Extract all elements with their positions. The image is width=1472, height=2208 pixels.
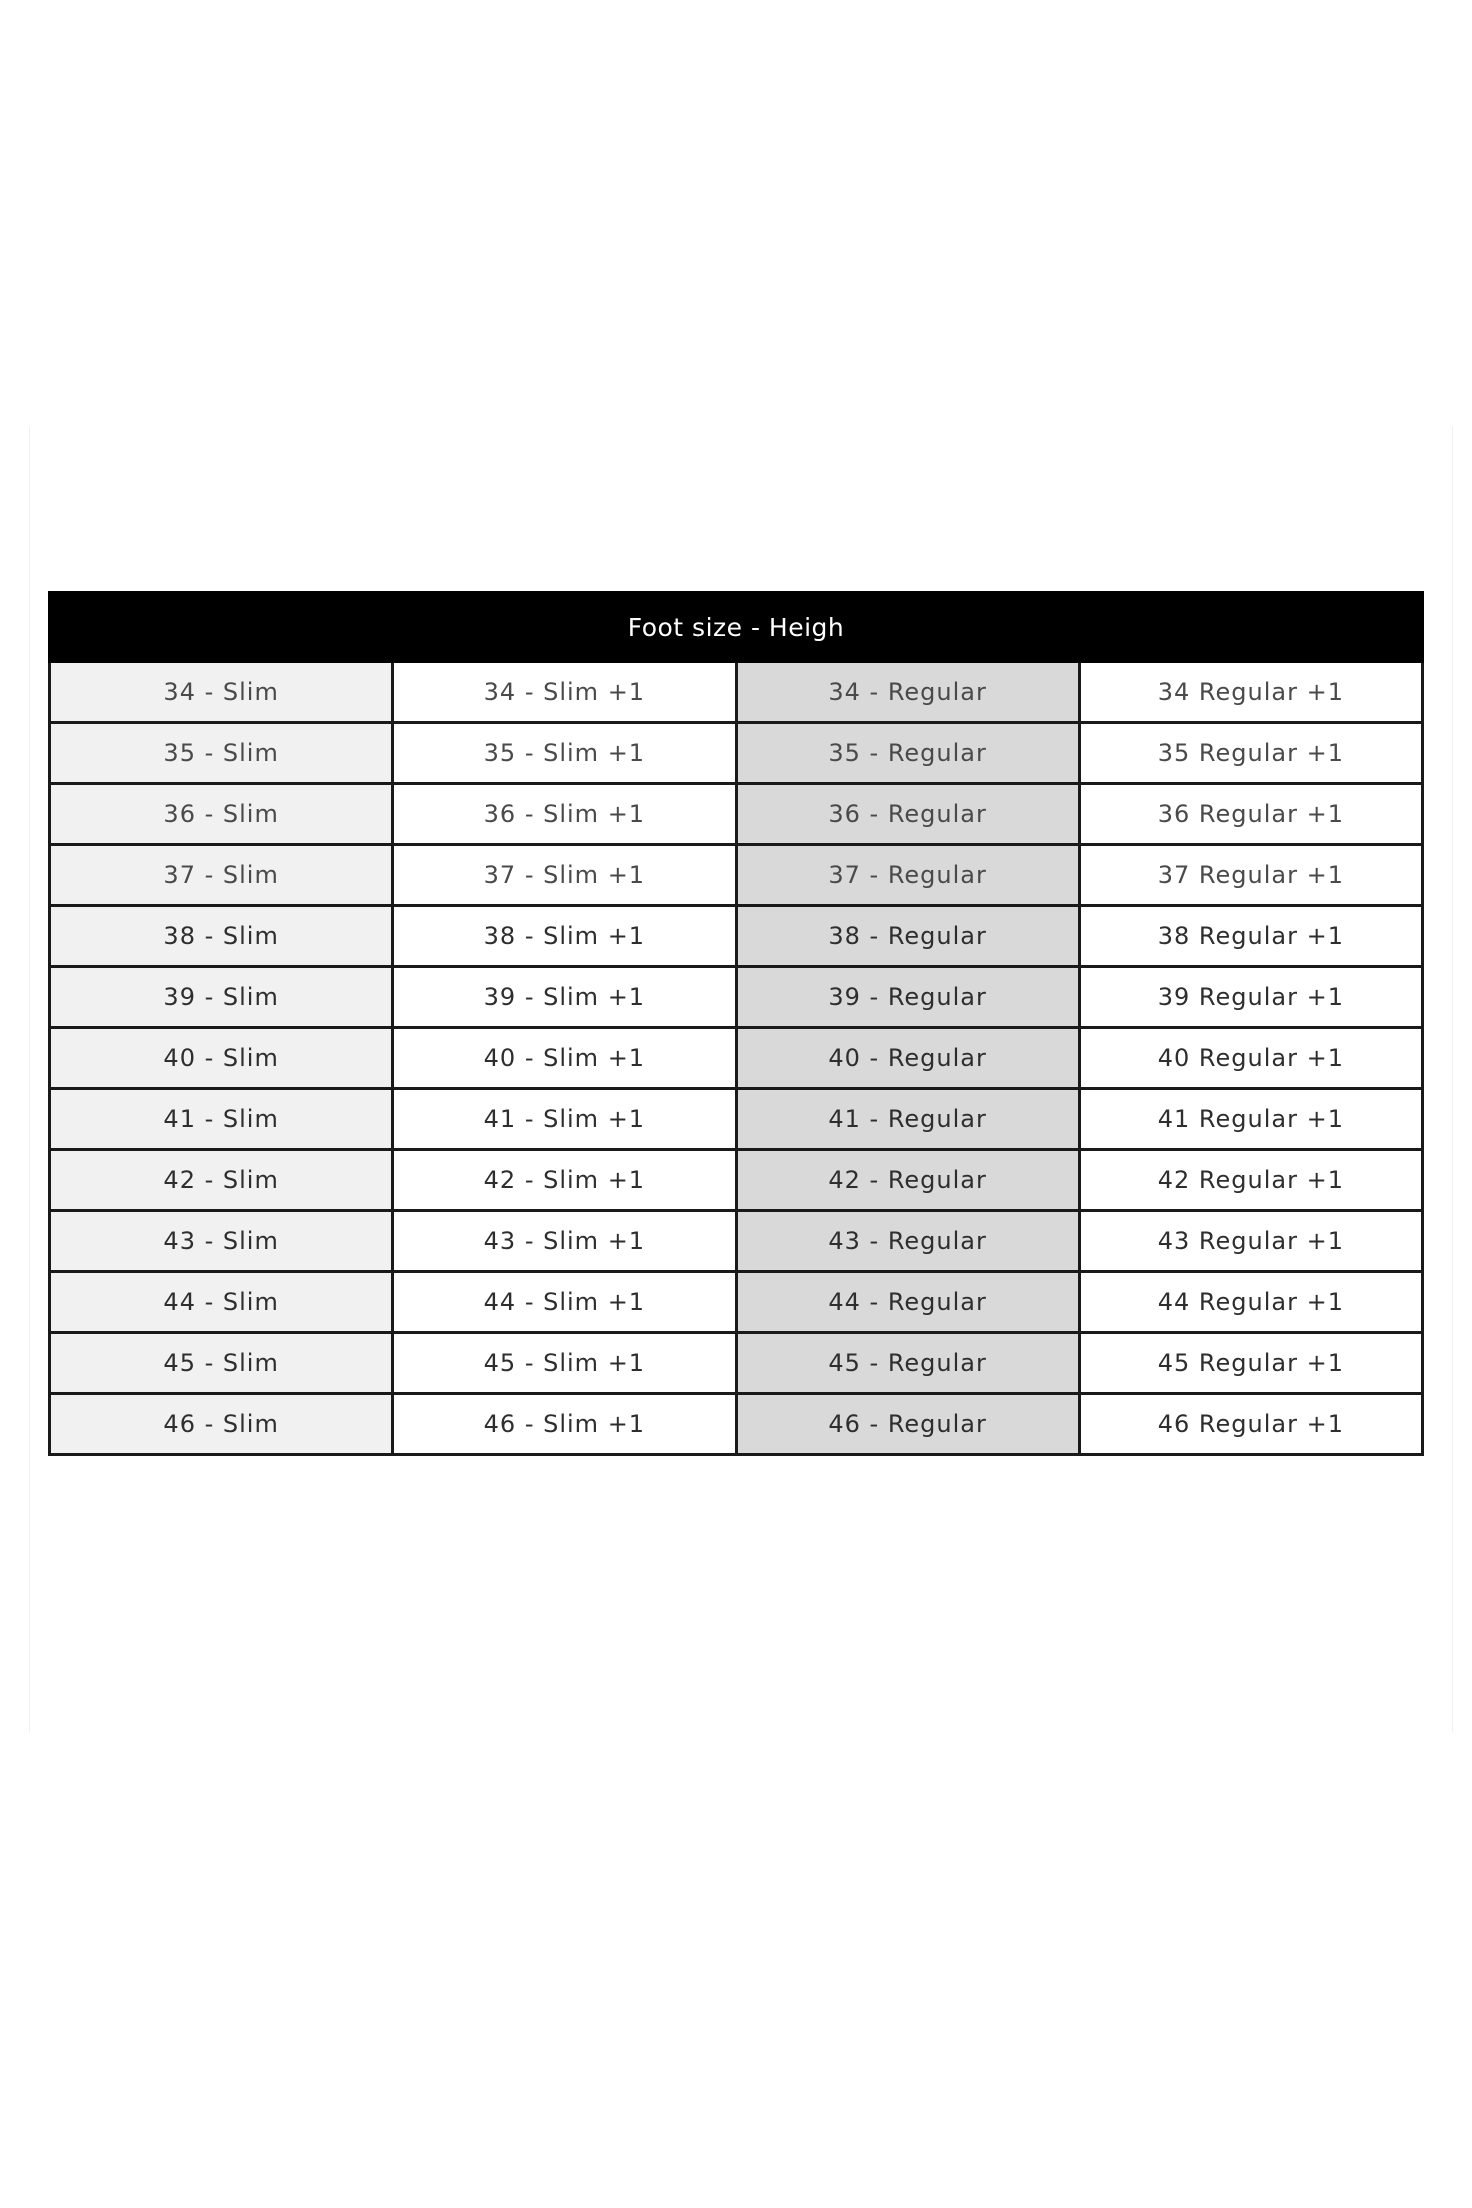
regular-plus-cell: 35 Regular +1 <box>1079 723 1422 784</box>
slim-plus-cell: 41 - Slim +1 <box>393 1089 736 1150</box>
regular-cell: 38 - Regular <box>736 906 1079 967</box>
table-row <box>50 1028 1423 1089</box>
table-body <box>50 662 1423 1455</box>
slim-cell: 41 - Slim <box>50 1089 393 1150</box>
slim-plus-cell: 37 - Slim +1 <box>393 845 736 906</box>
regular-plus-cell: 46 Regular +1 <box>1079 1394 1422 1455</box>
slim-cell: 43 - Slim <box>50 1211 393 1272</box>
slim-cell: 42 - Slim <box>50 1150 393 1211</box>
table-row <box>50 1272 1423 1333</box>
slim-plus-cell: 43 - Slim +1 <box>393 1211 736 1272</box>
slim-plus-cell: 45 - Slim +1 <box>393 1333 736 1394</box>
table-row <box>50 1211 1423 1272</box>
table-row <box>50 1333 1423 1394</box>
regular-cell: 39 - Regular <box>736 967 1079 1028</box>
table-row <box>50 1089 1423 1150</box>
slim-cell: 38 - Slim <box>50 906 393 967</box>
slim-plus-cell: 36 - Slim +1 <box>393 784 736 845</box>
slim-plus-cell: 38 - Slim +1 <box>393 906 736 967</box>
regular-plus-cell: 34 Regular +1 <box>1079 662 1422 723</box>
regular-cell: 40 - Regular <box>736 1028 1079 1089</box>
slim-cell: 40 - Slim <box>50 1028 393 1089</box>
regular-cell: 43 - Regular <box>736 1211 1079 1272</box>
slim-plus-cell: 44 - Slim +1 <box>393 1272 736 1333</box>
table-row <box>50 1150 1423 1211</box>
table-row <box>50 845 1423 906</box>
table-row <box>50 1394 1423 1455</box>
regular-cell: 37 - Regular <box>736 845 1079 906</box>
slim-plus-cell: 39 - Slim +1 <box>393 967 736 1028</box>
table-row <box>50 784 1423 845</box>
table-row <box>50 906 1423 967</box>
slim-cell: 46 - Slim <box>50 1394 393 1455</box>
regular-plus-cell: 37 Regular +1 <box>1079 845 1422 906</box>
regular-cell: 41 - Regular <box>736 1089 1079 1150</box>
slim-plus-cell: 40 - Slim +1 <box>393 1028 736 1089</box>
foot-size-table <box>48 591 1424 1456</box>
table-row <box>50 723 1423 784</box>
regular-plus-cell: 42 Regular +1 <box>1079 1150 1422 1211</box>
regular-cell: 34 - Regular <box>736 662 1079 723</box>
regular-plus-cell: 43 Regular +1 <box>1079 1211 1422 1272</box>
slim-cell: 37 - Slim <box>50 845 393 906</box>
table-title: Foot size - Heigh <box>50 593 1423 662</box>
slim-plus-cell: 42 - Slim +1 <box>393 1150 736 1211</box>
slim-cell: 36 - Slim <box>50 784 393 845</box>
regular-cell: 35 - Regular <box>736 723 1079 784</box>
regular-cell: 42 - Regular <box>736 1150 1079 1211</box>
regular-plus-cell: 44 Regular +1 <box>1079 1272 1422 1333</box>
table-row <box>50 967 1423 1028</box>
slim-plus-cell: 34 - Slim +1 <box>393 662 736 723</box>
slim-plus-cell: 35 - Slim +1 <box>393 723 736 784</box>
slim-cell: 35 - Slim <box>50 723 393 784</box>
table-row <box>50 662 1423 723</box>
regular-cell: 45 - Regular <box>736 1333 1079 1394</box>
slim-cell: 39 - Slim <box>50 967 393 1028</box>
regular-plus-cell: 36 Regular +1 <box>1079 784 1422 845</box>
slim-plus-cell: 46 - Slim +1 <box>393 1394 736 1455</box>
regular-plus-cell: 40 Regular +1 <box>1079 1028 1422 1089</box>
regular-cell: 36 - Regular <box>736 784 1079 845</box>
table-header-row <box>50 593 1423 662</box>
regular-plus-cell: 38 Regular +1 <box>1079 906 1422 967</box>
regular-plus-cell: 41 Regular +1 <box>1079 1089 1422 1150</box>
regular-cell: 46 - Regular <box>736 1394 1079 1455</box>
regular-plus-cell: 45 Regular +1 <box>1079 1333 1422 1394</box>
regular-plus-cell: 39 Regular +1 <box>1079 967 1422 1028</box>
regular-cell: 44 - Regular <box>736 1272 1079 1333</box>
slim-cell: 34 - Slim <box>50 662 393 723</box>
slim-cell: 45 - Slim <box>50 1333 393 1394</box>
slim-cell: 44 - Slim <box>50 1272 393 1333</box>
